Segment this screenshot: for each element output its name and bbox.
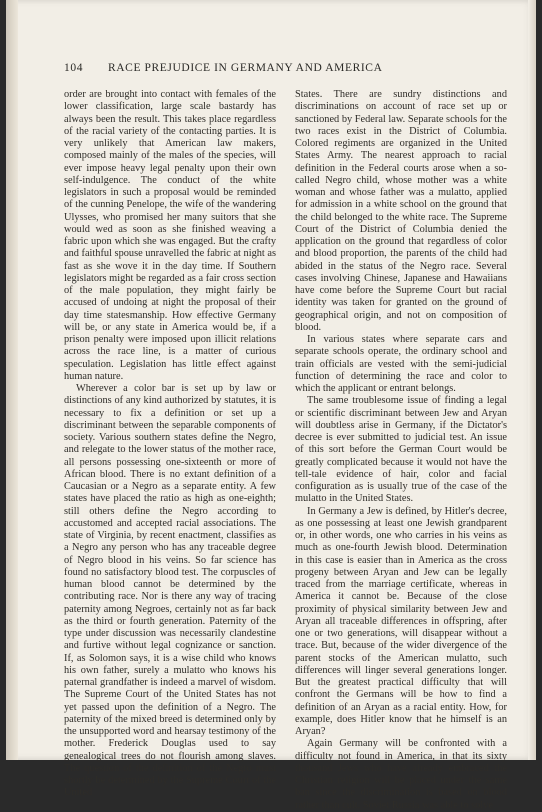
paragraph: States. There are sundry distinctions and discriminations on account of race set up or sanctioned by Federal law. Separate schools for the two races exist in the District of Columbia. Colored regiments are organized in the United States Army. The nearest approach to racial definition in the Federal courts arose when a so-called Negro child, whose mother was a white woman and whose father was a mulatto, applied for admission in a white school on the ground that the child belonged to the white race. The Supreme Court of the District of Columbia denied the application on the ground that regardless of color and blood proportion, the parents of the child had abided in the status of the Negro race. Several cases involving Chinese, Japanese and Hawaiians have come before the Supreme Court but racial identity was taken for granted on the ground of geographical origin, and not on composition of blood. [295, 89, 507, 333]
right-text-column [295, 89, 507, 812]
page-number: 104 [64, 62, 84, 74]
paragraph: Again Germany will be confronted with a difficulty not found in America, in that its sixty thousand Jews who have already embraced the Christian religion will be placed under the same ban since the discrimination is based on blood rather than cult. Soviet Russia was able to solve [295, 738, 507, 811]
left-text-column [64, 89, 276, 800]
page-gutter-shadow [6, 0, 18, 760]
running-header [64, 62, 504, 78]
paragraph: In Germany a Jew is defined, by Hitler's decree, as one possessing at least one Jewish grandparent or, in other words, one who carries in his veins as much as one-fourth Jewish blood. Determination in this case is easier than in America as the cross progeny between Aryan and Jew can be legally traced from the marriage certificate, whereas in America it cannot be. Because of the close proximity of physical similarity between Jew and Aryan all traceable differences in offspring, after one or two generations, will disappear without a trace. But, because of the wider divergence of the parent stocks of the American mulatto, such differences will linger several generations longer. But the greatest practical difficulty that will confront the Germans will be how to find a definition of an Aryan as a racial entity. How, for example, does Hitler know that he himself is an Aryan? [295, 505, 507, 737]
book-page [6, 0, 536, 811]
paragraph: In various states where separate cars and separate schools operate, the ordinary school and train officials are vested with the semi-judicial function of determining the race and color to which the applicant or entrant belongs. [295, 334, 507, 394]
paragraph: The same troublesome issue of finding a legal or scientific discriminant between Jew and Aryan will doubtless arise in Germany, if the Dictator's decree is ever submitted to judicial test. An issue of this sort before the German Court would be greatly complicated because it would not have the tell-tale evidence of hair, color and facial configuration as is usually true of the case of the mulatto in the United States. [295, 395, 507, 505]
paragraph: Wherever a color bar is set up by law or distinctions of any kind authorized by statutes, it is necessary to fix a definition or set up a discriminant between the separable components of society. Various southern states define the Negro, and relegate to the lower status of the mother race, all persons possessing one-sixteenth or more of African blood. There is no extant definition of a Caucasian or a Negro as a separate entity. A few states have placed the ratio as high as one-eighth; still others define the Negro according to accustomed and accepted racial associations. The state of Virginia, by recent enactment, classifies as a Negro any person who has any traceable degree of Negro blood in his veins. So far science has found no satisfactory blood test. The corpuscles of human blood cannot be determined by the contributing race. Nor is there any way of tracing paternity among Negroes, certainly not as far back as the third or fourth generation. Paternity of the type under discussion was necessarily clandestine and furtive without legal cognizance or sanction. If, as Solomon says, it is a wise child who knows his own father, surely a mulatto who knows his paternal grandfather is indeed a marvel of wisdom. The Supreme Court of the United States has not yet passed upon the definition of a Negro. The paternity of the mixed breed is determined only by the unsupported word and hearsay testimony of the mother. Frederick Douglas used to say genealogical trees do not flourish among slaves. The question of the definition of the Negro must shortly be determined by the Supreme Court of the United [64, 383, 276, 799]
paragraph: order are brought into contact with females of the lower classification, large scale bastardy has always been the result. This takes place regardless of the racial variety of the contacting parties. It is very unlikely that American law makers, composed mainly of the males of the species, will ever impose heavy legal penalty upon their own self-indulgence. The conduct of the white legislators in such a proposal would be reminded of the cunning Penelope, the wife of the wandering Ulysses, who promised her many suitors that she would wed as soon as she finished weaving a fabric upon which she was engaged. But the crafty and faithful spouse unravelled the fabric at night as fast as she wove it in the day time. If Southern legislators might be regarded as a fair cross section of the male population, they might fairly be accused of undoing at night the proposal of their day time statesmanship. How effective Germany will be, or any state in America would be, if a prison penalty were imposed upon illicit relations across the race line, is a matter of curious speculation. Legislation has little effect against human nature. [64, 89, 276, 382]
page-edge-shadow [528, 0, 536, 760]
running-title: RACE PREJUDICE IN GERMANY AND AMERICA [108, 62, 383, 74]
